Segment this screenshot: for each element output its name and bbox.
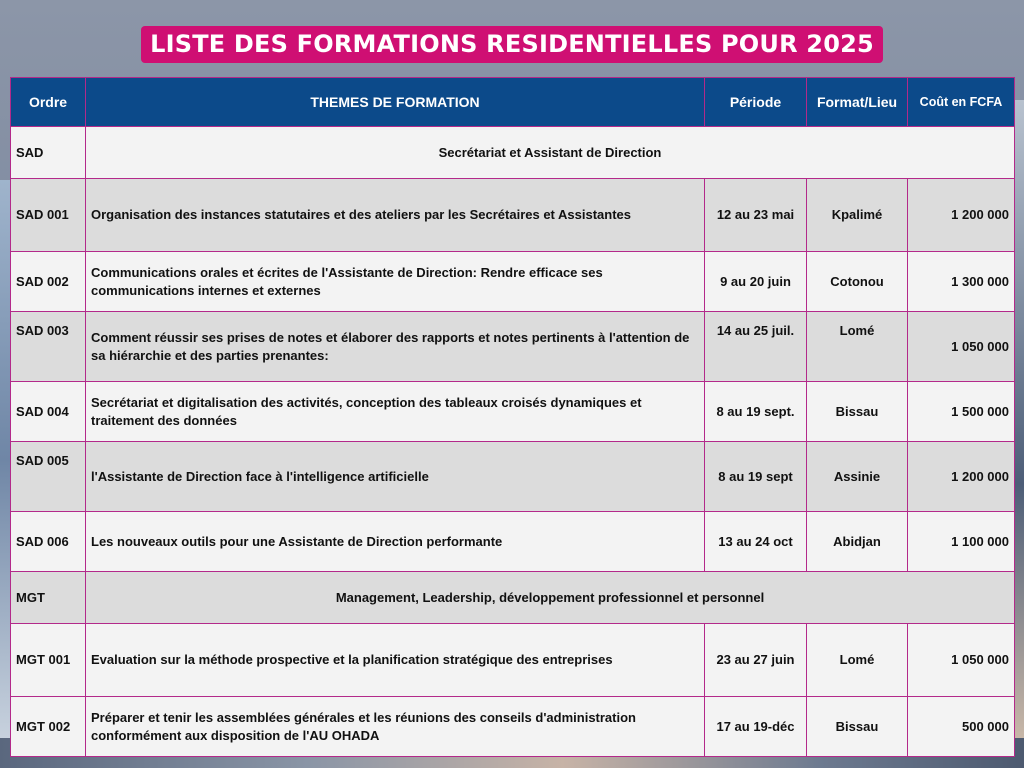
row-periode: 9 au 20 juin [705, 252, 807, 312]
row-code: SAD 004 [11, 382, 86, 442]
row-theme: Evaluation sur la méthode prospective et la planification stratégique des entreprises [86, 624, 705, 697]
row-cout: 1 300 000 [908, 252, 1015, 312]
table-row [11, 312, 1015, 382]
row-code: SAD 003 [11, 312, 86, 382]
header-theme: THEMES DE FORMATION [86, 78, 705, 127]
row-periode: 14 au 25 juil. [705, 312, 807, 382]
row-lieu: Bissau [807, 697, 908, 757]
row-theme: Comment réussir ses prises de notes et élaborer des rapports et notes pertinents à l'attention de sa hiérarchie et des parties prenantes: [86, 312, 705, 382]
row-theme: Organisation des instances statutaires et des ateliers par les Secrétaires et Assistantes [86, 179, 705, 252]
table-header-row [11, 78, 1015, 127]
row-theme: Les nouveaux outils pour une Assistante de Direction performante [86, 512, 705, 572]
table-row [11, 624, 1015, 697]
row-theme: Préparer et tenir les assemblées générales et les réunions des conseils d'administration conformément aux disposition de l'AU OHADA [86, 697, 705, 757]
section-label: Secrétariat et Assistant de Direction [86, 127, 1015, 179]
row-theme: l'Assistante de Direction face à l'intelligence artificielle [86, 442, 705, 512]
row-code: MGT 001 [11, 624, 86, 697]
row-lieu: Bissau [807, 382, 908, 442]
section-row-mgt [11, 572, 1015, 624]
row-cout: 1 200 000 [908, 442, 1015, 512]
training-table [10, 77, 1015, 757]
row-code: SAD 006 [11, 512, 86, 572]
row-lieu: Cotonou [807, 252, 908, 312]
row-theme: Secrétariat et digitalisation des activités, conception des tableaux croisés dynamiques et traitement des données [86, 382, 705, 442]
table-row [11, 179, 1015, 252]
row-lieu: Lomé [807, 312, 908, 382]
table-row [11, 442, 1015, 512]
row-periode: 8 au 19 sept [705, 442, 807, 512]
row-cout: 1 050 000 [908, 312, 1015, 382]
row-lieu: Kpalimé [807, 179, 908, 252]
header-cout: Coût en FCFA [908, 78, 1015, 127]
row-periode: 12 au 23 mai [705, 179, 807, 252]
header-lieu: Format/Lieu [807, 78, 908, 127]
row-cout: 500 000 [908, 697, 1015, 757]
row-cout: 1 100 000 [908, 512, 1015, 572]
section-code: MGT [11, 572, 86, 624]
header-ordre: Ordre [11, 78, 86, 127]
section-code: SAD [11, 127, 86, 179]
section-label: Management, Leadership, développement professionnel et personnel [86, 572, 1015, 624]
row-lieu: Lomé [807, 624, 908, 697]
row-cout: 1 200 000 [908, 179, 1015, 252]
row-periode: 17 au 19-déc [705, 697, 807, 757]
table-row [11, 697, 1015, 757]
title-wrap [0, 26, 1024, 63]
row-periode: 23 au 27 juin [705, 624, 807, 697]
row-cout: 1 050 000 [908, 624, 1015, 697]
section-row-sad [11, 127, 1015, 179]
header-periode: Période [705, 78, 807, 127]
row-code: SAD 001 [11, 179, 86, 252]
table-row [11, 512, 1015, 572]
row-lieu: Abidjan [807, 512, 908, 572]
table-row [11, 252, 1015, 312]
row-periode: 13 au 24 oct [705, 512, 807, 572]
row-code: MGT 002 [11, 697, 86, 757]
table-row [11, 382, 1015, 442]
row-code: SAD 002 [11, 252, 86, 312]
row-cout: 1 500 000 [908, 382, 1015, 442]
row-periode: 8 au 19 sept. [705, 382, 807, 442]
row-lieu: Assinie [807, 442, 908, 512]
page-title: LISTE DES FORMATIONS RESIDENTIELLES POUR 2025 [141, 26, 883, 63]
row-theme: Communications orales et écrites de l'Assistante de Direction: Rendre efficace ses communications internes et externes [86, 252, 705, 312]
row-code: SAD 005 [11, 442, 86, 512]
